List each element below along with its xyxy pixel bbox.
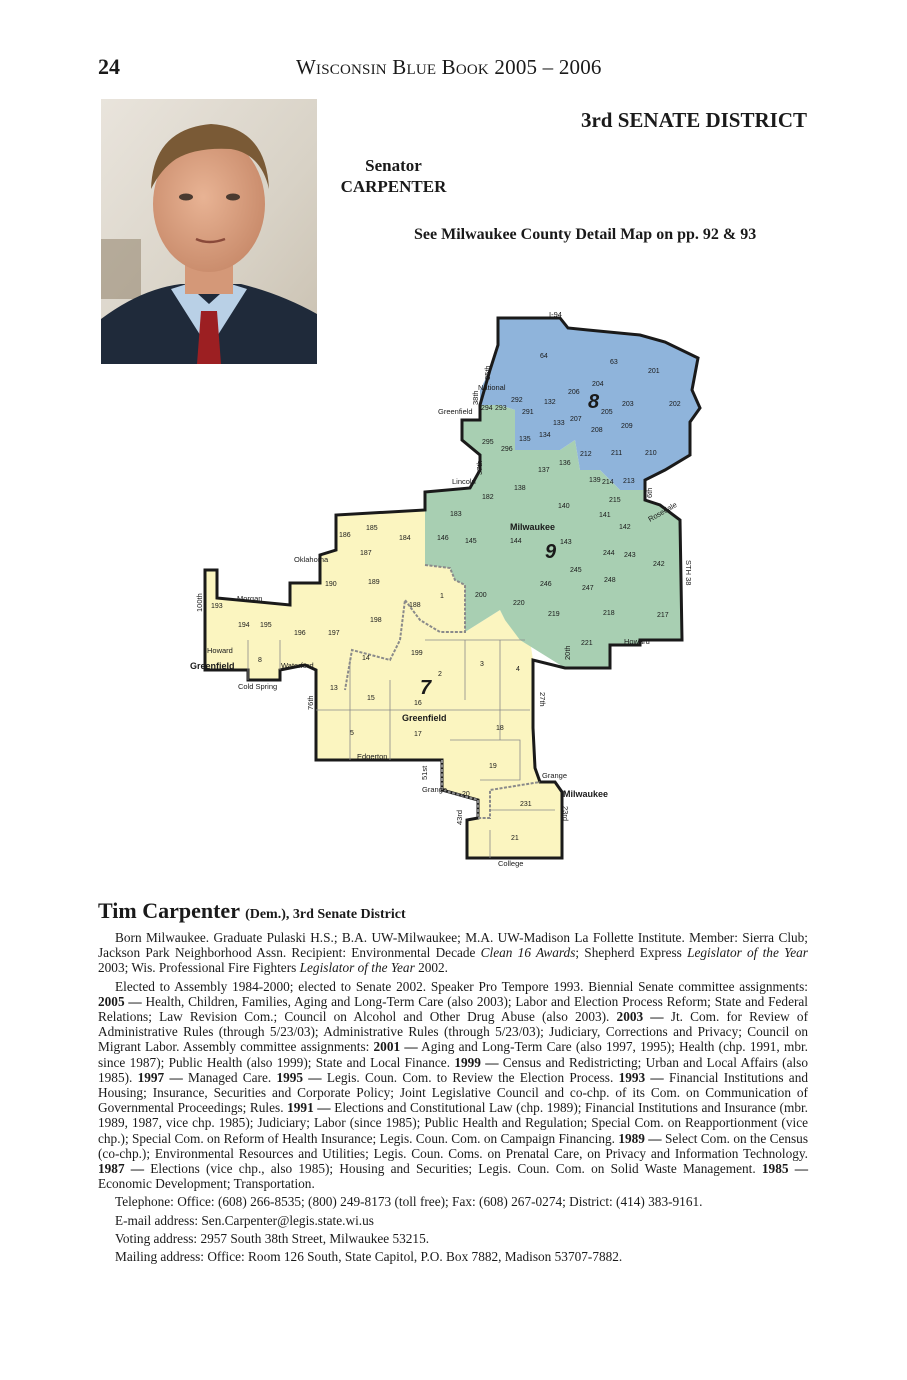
ward-label: 294: [481, 405, 493, 412]
ward-label: 135: [519, 436, 531, 443]
ward-label: 194: [238, 622, 250, 629]
road-label-morgan: Morgan: [237, 594, 263, 603]
road-label-rosedale: Rosedale: [646, 500, 679, 524]
ward-label: 202: [669, 401, 681, 408]
ward-label: 141: [599, 512, 611, 519]
ward-label: 244: [603, 550, 615, 557]
road-label-college: College: [498, 859, 524, 868]
ward-label: 185: [366, 525, 378, 532]
ward-label: 296: [501, 446, 513, 453]
ward-label: 19: [489, 763, 497, 770]
ward-label: 64: [540, 353, 548, 360]
ward-label: 2: [438, 671, 442, 678]
road-label-sth38: STH 38: [684, 560, 693, 586]
road-label-38th: 38th: [471, 390, 480, 405]
district-number-8: 8: [588, 391, 600, 413]
ward-label: 291: [522, 409, 534, 416]
ward-label: 136: [559, 460, 571, 467]
ward-label: 5: [350, 730, 354, 737]
senator-label-title: Senator: [365, 156, 422, 175]
road-label-grange-east: Grange: [542, 771, 568, 780]
road-label-i94: I-94: [549, 310, 562, 319]
ward-label: 293: [495, 405, 507, 412]
ward-label: 146: [437, 535, 449, 542]
ward-label: 199: [411, 650, 423, 657]
road-label-national: National: [478, 383, 506, 392]
ward-label: 133: [553, 420, 565, 427]
road-label-23rd: 23rd: [561, 806, 570, 822]
ward-label: 18: [496, 725, 504, 732]
ward-label: 218: [603, 610, 615, 617]
ward-label: 248: [604, 577, 616, 584]
ward-label: 246: [540, 581, 552, 588]
bio-telephone: Telephone: Office: (608) 266-8535; (800) 249-8173 (toll free); Fax: (608) 267-0274; District: (414) 383-9161.: [115, 1194, 703, 1210]
ward-label: 138: [514, 485, 526, 492]
ward-label: 217: [657, 612, 669, 619]
senator-name: Tim Carpenter: [98, 898, 240, 923]
bio-email[interactable]: E-mail address: Sen.Carpenter@legis.state.wi.us: [115, 1212, 374, 1228]
ward-label: 190: [325, 581, 337, 588]
ward-label: 142: [619, 524, 631, 531]
place-label-greenfield-center: Greenfield: [402, 713, 447, 723]
senate-district-map: [185, 305, 705, 875]
road-label-6th: 6th: [645, 487, 654, 498]
ward-label: 231: [520, 801, 532, 808]
ward-label: 200: [475, 592, 487, 599]
road-label-waterford: Waterford: [281, 661, 314, 670]
ward-label: 16: [414, 700, 422, 707]
ward-label: 4: [516, 666, 520, 673]
ward-label: 1: [440, 593, 444, 600]
road-label-37th: 37th: [475, 460, 484, 475]
place-label-milwaukee-south: Milwaukee: [563, 789, 609, 799]
district-number-9: 9: [545, 541, 557, 563]
ward-label: 139: [589, 477, 601, 484]
road-label-20th: 20th: [563, 645, 572, 660]
ward-label: 221: [581, 640, 593, 647]
ward-label: 211: [611, 450, 623, 457]
ward-label: 208: [591, 427, 603, 434]
ward-label: 195: [260, 622, 272, 629]
place-label-greenfield-west: Greenfield: [190, 661, 235, 671]
ward-label: 20: [462, 791, 470, 798]
ward-label: 132: [544, 399, 556, 406]
road-label-edgerton: Edgerton: [357, 752, 388, 761]
road-label-greenfield: Greenfield: [438, 407, 473, 416]
ward-label: 8: [258, 657, 262, 664]
road-label-27th: 27th: [538, 692, 547, 707]
senator-party-district: (Dem.), 3rd Senate District: [245, 907, 406, 922]
ward-label: 214: [602, 479, 614, 486]
ward-label: 219: [548, 611, 560, 618]
ward-label: 203: [622, 401, 634, 408]
district-number-7: 7: [420, 677, 432, 699]
ward-label: 63: [610, 359, 618, 366]
ward-label: 207: [570, 416, 582, 423]
road-label-grange-west: Grange: [422, 785, 448, 794]
map-note: See Milwaukee County Detail Map on pp. 92 & 93: [414, 226, 757, 243]
ward-label: 134: [539, 432, 551, 439]
ward-label: 140: [558, 503, 570, 510]
senator-label: [336, 155, 451, 197]
ward-label: 187: [360, 550, 372, 557]
ward-label: 184: [399, 535, 411, 542]
ward-label: 17: [414, 731, 422, 738]
road-label-howard-east: Howard: [624, 637, 650, 646]
ward-label: 245: [570, 567, 582, 574]
ward-label: 242: [653, 561, 665, 568]
ward-label: 188: [409, 602, 421, 609]
ward-label: 198: [370, 617, 382, 624]
ward-label: 145: [465, 538, 477, 545]
ward-label: 210: [645, 450, 657, 457]
road-label-howard-west: Howard: [207, 646, 233, 655]
road-label-35th: 35th: [483, 365, 492, 380]
ward-label: 295: [482, 439, 494, 446]
ward-label: 193: [211, 603, 223, 610]
road-label-oklahoma: Oklahoma: [294, 555, 329, 564]
ward-label: 15: [367, 695, 375, 702]
page-number: 24: [98, 54, 120, 79]
bio-mailing-address: Mailing address: Office: Room 126 South, State Capitol, P.O. Box 7882, Madison 53707-7882.: [115, 1249, 623, 1265]
ward-label: 205: [601, 409, 613, 416]
ward-label: 215: [609, 497, 621, 504]
ward-label: 3: [480, 661, 484, 668]
ward-label: 182: [482, 494, 494, 501]
ward-label: 209: [621, 423, 633, 430]
place-label-milwaukee-center: Milwaukee: [510, 522, 556, 532]
ward-label: 21: [511, 835, 519, 842]
ward-label: 204: [592, 381, 604, 388]
ward-label: 201: [648, 368, 660, 375]
ward-label: 189: [368, 579, 380, 586]
ward-label: 197: [328, 630, 340, 637]
road-label-100th: 100th: [195, 593, 204, 612]
road-label-cold-spring: Cold Spring: [238, 682, 278, 691]
ward-label: 183: [450, 511, 462, 518]
ward-label: 186: [339, 532, 351, 539]
running-head: Wisconsin Blue Book 2005 – 2006: [296, 55, 602, 79]
biography: [98, 930, 808, 1267]
bio-heading: [98, 898, 406, 924]
ward-label: 213: [623, 478, 635, 485]
ward-label: 220: [513, 600, 525, 607]
district-title: 3rd SENATE DISTRICT: [580, 108, 807, 132]
ward-label: 13: [330, 685, 338, 692]
road-label-43rd: 43rd: [455, 809, 464, 825]
ward-label: 196: [294, 630, 306, 637]
road-label-76th: 76th: [306, 695, 315, 710]
ward-label: 247: [582, 585, 594, 592]
road-label-51st: 51st: [420, 765, 429, 780]
ward-label: 243: [624, 552, 636, 559]
ward-label: 14: [362, 655, 370, 662]
bio-voting-address: Voting address: 2957 South 38th Street, Milwaukee 53215.: [115, 1230, 430, 1246]
ward-label: 212: [580, 451, 592, 458]
senator-label-name: CARPENTER: [340, 177, 447, 196]
ward-label: 143: [560, 539, 572, 546]
bio-paragraph-legislative: Elected to Assembly 1984-2000; elected to Senate 2002. Speaker Pro Tempore 1993. Biennial Senate committee assignments: 2005 — Health, Children, Families, Aging and Long-Term Care (also 2003); Labor and Election Process Reform; State and Federal Relations; Law Revision Com.; Council on Alcohol and Other Drug Abuse (also 2003). 2003 — Jt. Com. for Review of Administrative Rules (through 5/23/03); Administrative Rules (through 5/23/03); Judiciary, Corrections and Privacy; Council on Migrant Labor. Assembly committee assignments: 2001 — Aging and Long-Term Care (also 1997, 1995); Health (chp. 1991, mbr. since 1987); Public Health (also 1999); State and Local Finance. 1999 — Census and Redistricting; Urban and Local Affairs (also 1985). 1997 — Managed Care. 1995 — Legis. Coun. Com. to Review the Election Process. 1993 — Financial Institutions and Housing; Insurance, Securities and Corporate Policy; Joint Legislative Council and co-chp. of its Com. on Communication of Governmental Proceedings; Rules. 1991 — Elections and Constitutional Law (chp. 1989); Financial Institutions and Insurance (mbr. 1989, 1987, vice chp. 1985); Judiciary; Labor (since 1985); Public Health and Regulation; Special Com. on Reapportionment (vice chp.); Special Com. on Reform of Health Insurance; Legis. Coun. Com. on Campaign Financing. 1989 — Select Com. on the Census (co-chp.); Environmental Resources and Utilities; Legis. Coun. Coms. on Prenatal Care, on Privacy and Information Technology. 1987 — Elections (vice chp., also 1985); Housing and Securities; Legis. Coun. Com. on Solid Waste Management. 1985 — Economic Development; Transportation.: [98, 978, 809, 1192]
ward-label: 137: [538, 467, 550, 474]
ward-label: 206: [568, 389, 580, 396]
ward-label: 292: [511, 397, 523, 404]
ward-label: 144: [510, 538, 522, 545]
road-label-lincoln: Lincoln: [452, 477, 476, 486]
bio-paragraph-personal: Born Milwaukee. Graduate Pulaski H.S.; B.A. UW-Milwaukee; M.A. UW-Madison La Follette Institute. Member: Sierra Club; Jackson Park Neighborhood Assn. Recipient: Environmental Decade Clean 16 Awards; Shepherd Express Legislator of the Year 2003; Wis. Professional Fire Fighters Legislator of the Year 2002.: [98, 930, 808, 976]
